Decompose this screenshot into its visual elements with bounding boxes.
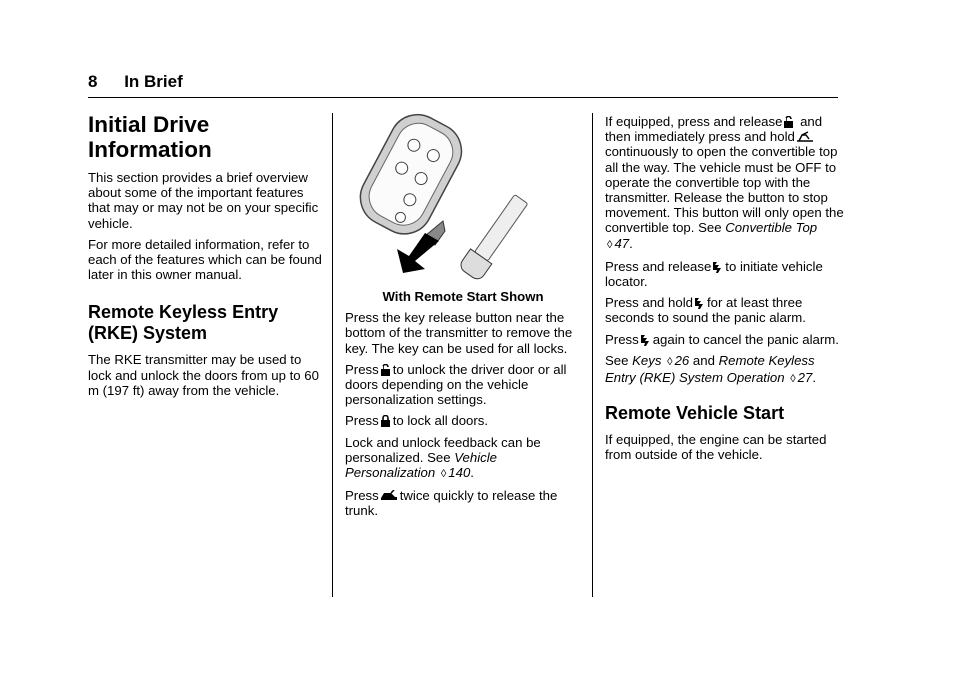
paragraph — [345, 413, 581, 428]
page-ref-symbol: ◊ — [440, 468, 447, 481]
paragraph — [605, 353, 845, 387]
key-fob-image — [345, 113, 575, 283]
cross-reference-link[interactable]: Keys — [632, 352, 662, 368]
text: . — [470, 465, 474, 481]
paragraph: This section provides a brief overview about some of the important features that may or may not be on your specific vehicle. — [88, 170, 319, 231]
paragraph: Press the key release button near the bottom of the transmitter to remove the key. The key can be used for all locks. — [345, 310, 573, 356]
unlock-icon — [380, 364, 391, 376]
text: . — [812, 370, 817, 386]
heading-initial-drive: Initial Drive Information — [88, 112, 212, 162]
vehicle-locator-icon — [712, 261, 723, 273]
text: again to cancel the panic alarm. — [652, 331, 839, 347]
text: Press — [345, 488, 379, 504]
paragraph — [345, 362, 581, 408]
paragraph: For more detailed information, refer to each of the features which can be found later in this owner manual. — [88, 236, 322, 283]
header-rule — [88, 97, 838, 98]
page-ref-symbol: ◊ — [607, 238, 613, 251]
paragraph — [605, 295, 845, 325]
text: twice quickly to release the trunk. — [345, 488, 558, 519]
figure-caption: With Remote Start Shown — [382, 289, 544, 304]
text: to unlock the driver door or all doors depending on the vehicle personalization settings. — [345, 361, 567, 408]
page-ref-number[interactable]: 27 — [797, 370, 813, 386]
text: Press — [605, 331, 639, 347]
paragraph — [605, 114, 845, 253]
text: to initiate vehicle locator. — [605, 258, 823, 290]
paragraph — [345, 435, 581, 483]
trunk-icon — [380, 490, 398, 502]
page-ref-symbol: ◊ — [667, 355, 673, 368]
text: If equipped, press and release — [605, 114, 783, 129]
text: Press and hold — [605, 295, 693, 311]
column-2 — [345, 113, 581, 525]
text: Lock and unlock feedback can be personalized. See — [345, 434, 541, 465]
paragraph: If equipped, the engine can be started from outside of the vehicle. — [605, 432, 827, 463]
panic-alarm-icon — [640, 334, 651, 346]
page-ref-number[interactable]: 26 — [674, 352, 690, 368]
section-title: In Brief — [124, 72, 183, 91]
paragraph: The RKE transmitter may be used to lock and unlock the doors from up to 60 m (197 ft) away from the vehicle. — [88, 352, 319, 398]
text: continuously to open the convertible top all the way. The vehicle must be OFF to operate the convertible top with the transmitter. Release the button to stop movement. This button will only open the convertible top. See — [605, 144, 844, 236]
page-ref-number[interactable]: 140 — [448, 465, 471, 481]
paragraph — [605, 259, 845, 289]
text: Press — [345, 361, 379, 377]
page-ref-number[interactable]: 47 — [614, 235, 630, 251]
text: See — [605, 352, 629, 368]
paragraph — [345, 488, 581, 518]
text: for at least three seconds to sound the panic alarm. — [605, 295, 806, 326]
page-number: 8 — [88, 72, 98, 91]
column-divider — [332, 113, 333, 597]
text: and then immediately press and hold — [605, 114, 823, 145]
paragraph — [605, 332, 845, 347]
text: Press and release — [605, 258, 712, 274]
text: . — [629, 235, 633, 251]
column-divider — [592, 113, 593, 597]
heading-remote-vehicle-start: Remote Vehicle Start — [605, 403, 785, 424]
text: Press — [345, 413, 379, 429]
cross-reference-link[interactable]: Convertible Top — [725, 220, 818, 236]
text: and — [692, 352, 715, 368]
panic-alarm-icon — [694, 297, 705, 309]
convertible-top-icon — [796, 131, 814, 143]
cross-reference-link[interactable]: Remote Keyless Entry (RKE) System Operation — [605, 352, 815, 386]
text: to lock all doors. — [392, 413, 489, 429]
page-ref-symbol: ◊ — [790, 373, 796, 386]
column-3 — [605, 114, 845, 469]
cross-reference-link[interactable]: Vehicle Personalization — [345, 449, 498, 481]
unlock-icon — [783, 116, 794, 128]
column-1 — [88, 112, 324, 404]
heading-rke-system: Remote Keyless Entry (RKE) System — [88, 302, 279, 344]
page-header — [88, 72, 183, 92]
lock-icon — [380, 415, 391, 427]
key-fob-illustration — [345, 113, 575, 283]
